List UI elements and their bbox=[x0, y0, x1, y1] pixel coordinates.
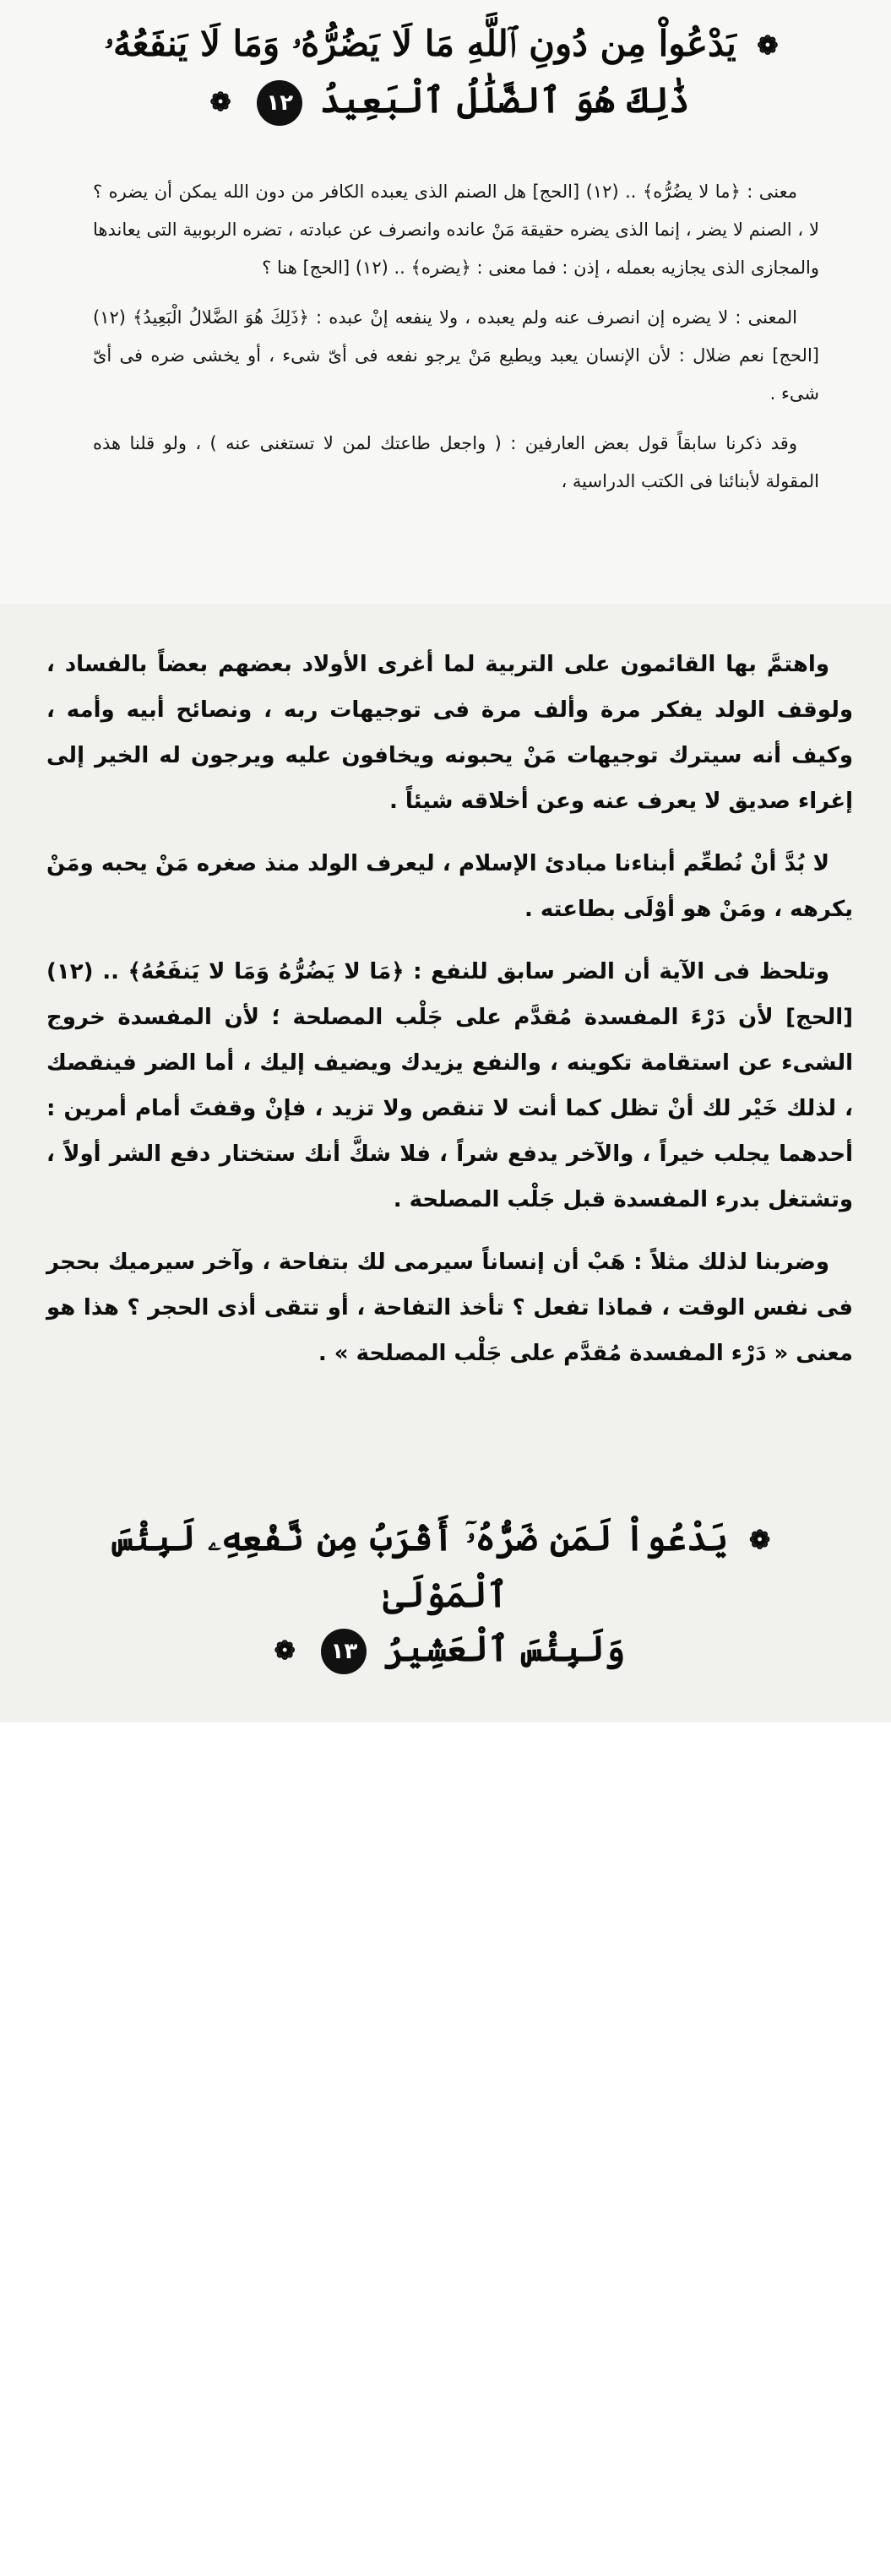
ayah-number-badge: ١٢ bbox=[257, 80, 302, 126]
verse-text: يَدْعُواْ لَمَن ضَرُّهُۥٓ أَقْرَبُ مِن نَّفْعِهِۦ لَبِئْسَ ٱلْمَوْلَىٰ bbox=[111, 1517, 729, 1615]
verse-text: ذَٰلِكَ هُوَ ٱلضَّلَٰلُ ٱلْبَعِيدُ bbox=[319, 79, 690, 121]
paragraph: معنى : ﴿ما لا يضُرُّه﴾ .. (١٢) [الحج] هل الصنم الذى يعبده الكافر من دون الله يمكن أن يضره ؟ لا ، الصنم لا يضر ، إنما الذى يضره حقيقة مَنْ عانده وانصرف عن عبادته ، تضره الربوبية التى يعاندها والمجازى الذى يجازيه بعمله ، إذن : فما معنى : ﴿يضره﴾ .. (١٢) [الحج] هنا ؟ bbox=[93, 182, 819, 278]
verse-line-2 bbox=[51, 1622, 840, 1678]
commentary-top bbox=[93, 173, 819, 512]
verse-line-1 bbox=[51, 17, 840, 73]
paragraph: المعنى : لا يضره إن انصرف عنه ولم يعبده ، ولا ينفعه إنْ عبده : ﴿ذَلِكَ هُوَ الضَّلالُ الْبَعِيدُ﴾ (١٢) [الحج] نعم ضلال : لأن الإنسان يعبد ويطيع مَنْ يرجو نفعه فى أىّ شىء ، أو يخشى ضره فى أىّ شىء . bbox=[93, 307, 819, 404]
verse-ornament-icon: ❁ bbox=[748, 1526, 771, 1555]
paragraph: وقد ذكرنا سابقاً قول بعض العارفين : ( واجعل طاعتك لمن لا تستغنى عنه ) ، ولو قلنا هذه المقولة لأبنائنا فى الكتب الدراسية ، bbox=[93, 433, 819, 491]
verse-ornament-icon: ❁ bbox=[209, 88, 231, 117]
verse-line-1 bbox=[51, 1511, 840, 1622]
paragraph: وضربنا لذلك مثلاً : هَبْ أن إنساناً سيرمى لك بتفاحة ، وآخر سيرميك بحجر فى نفس الوقت ، فماذا تفعل ؟ تأخذ التفاحة ، أو تتقى أذى الحجر ؟ هذا هو معنى « دَرْء المفسدة مُقدَّم على جَلْب المصلحة » . bbox=[46, 1250, 853, 1366]
quran-verse-12 bbox=[51, 17, 840, 130]
verse-text: يَدْعُواْ مِن دُونِ ٱللَّهِ مَا لَا يَضُرُّهُۥ وَمَا لَا يَنفَعُهُۥ bbox=[104, 23, 736, 64]
paragraph: واهتمَّ بها القائمون على التربية لما أغرى الأولاد بعضهم بعضاً بالفساد ، ولوقف الولد يفكر مرة وألف مرة فى توجيهات ربه ، ونصائح أبيه وأمه ، وكيف أنه سيترك توجيهات مَنْ يحبونه ويخافون عليه ويرجون له الخير إلى إغراء صديق لا يعرف عنه وعن أخلاقه شيئاً . bbox=[46, 652, 853, 814]
verse-line-2 bbox=[51, 73, 840, 130]
verse-ornament-icon: ❁ bbox=[274, 1636, 296, 1666]
ayah-number-badge: ١٣ bbox=[321, 1629, 367, 1674]
commentary-bottom bbox=[46, 642, 853, 1393]
verse-text: وَلَبِئْسَ ٱلْعَشِيرُ bbox=[384, 1628, 626, 1669]
quran-verse-13 bbox=[51, 1511, 840, 1678]
verse-ornament-icon: ❁ bbox=[757, 31, 779, 61]
paragraph: وتلحظ فى الآية أن الضر سابق للنفع : ﴿مَا لا يَضُرُّهُ وَمَا لا يَنفَعُهُ﴾ .. (١٢) [الحج] لأن دَرْءَ المفسدة مُقدَّم على جَلْب المصلحة ؛ لأن المفسدة خروج الشىء عن استقامة تكوينه ، والنفع يزيدك ويضيف إليك ، أما الضر فينقصك ، لذلك خَيْر لك أنْ تظل كما أنت لا تنقص ولا تزيد ، فإنْ وقفتَ أمام أمرين : أحدهما يجلب خيراً ، والآخر يدفع شراً ، فلا شكَّ أنك ستختار دفع الشر أولاً ، وتشتغل بدرء المفسدة قبل جَلْب المصلحة . bbox=[46, 959, 853, 1212]
paragraph: لا بُدَّ أنْ نُطعِّم أبناءنا مبادئ الإسلام ، ليعرف الولد منذ صغره مَنْ يحبه ومَنْ يكرهه ، ومَنْ هو أوْلَى بطاعته . bbox=[46, 851, 853, 922]
